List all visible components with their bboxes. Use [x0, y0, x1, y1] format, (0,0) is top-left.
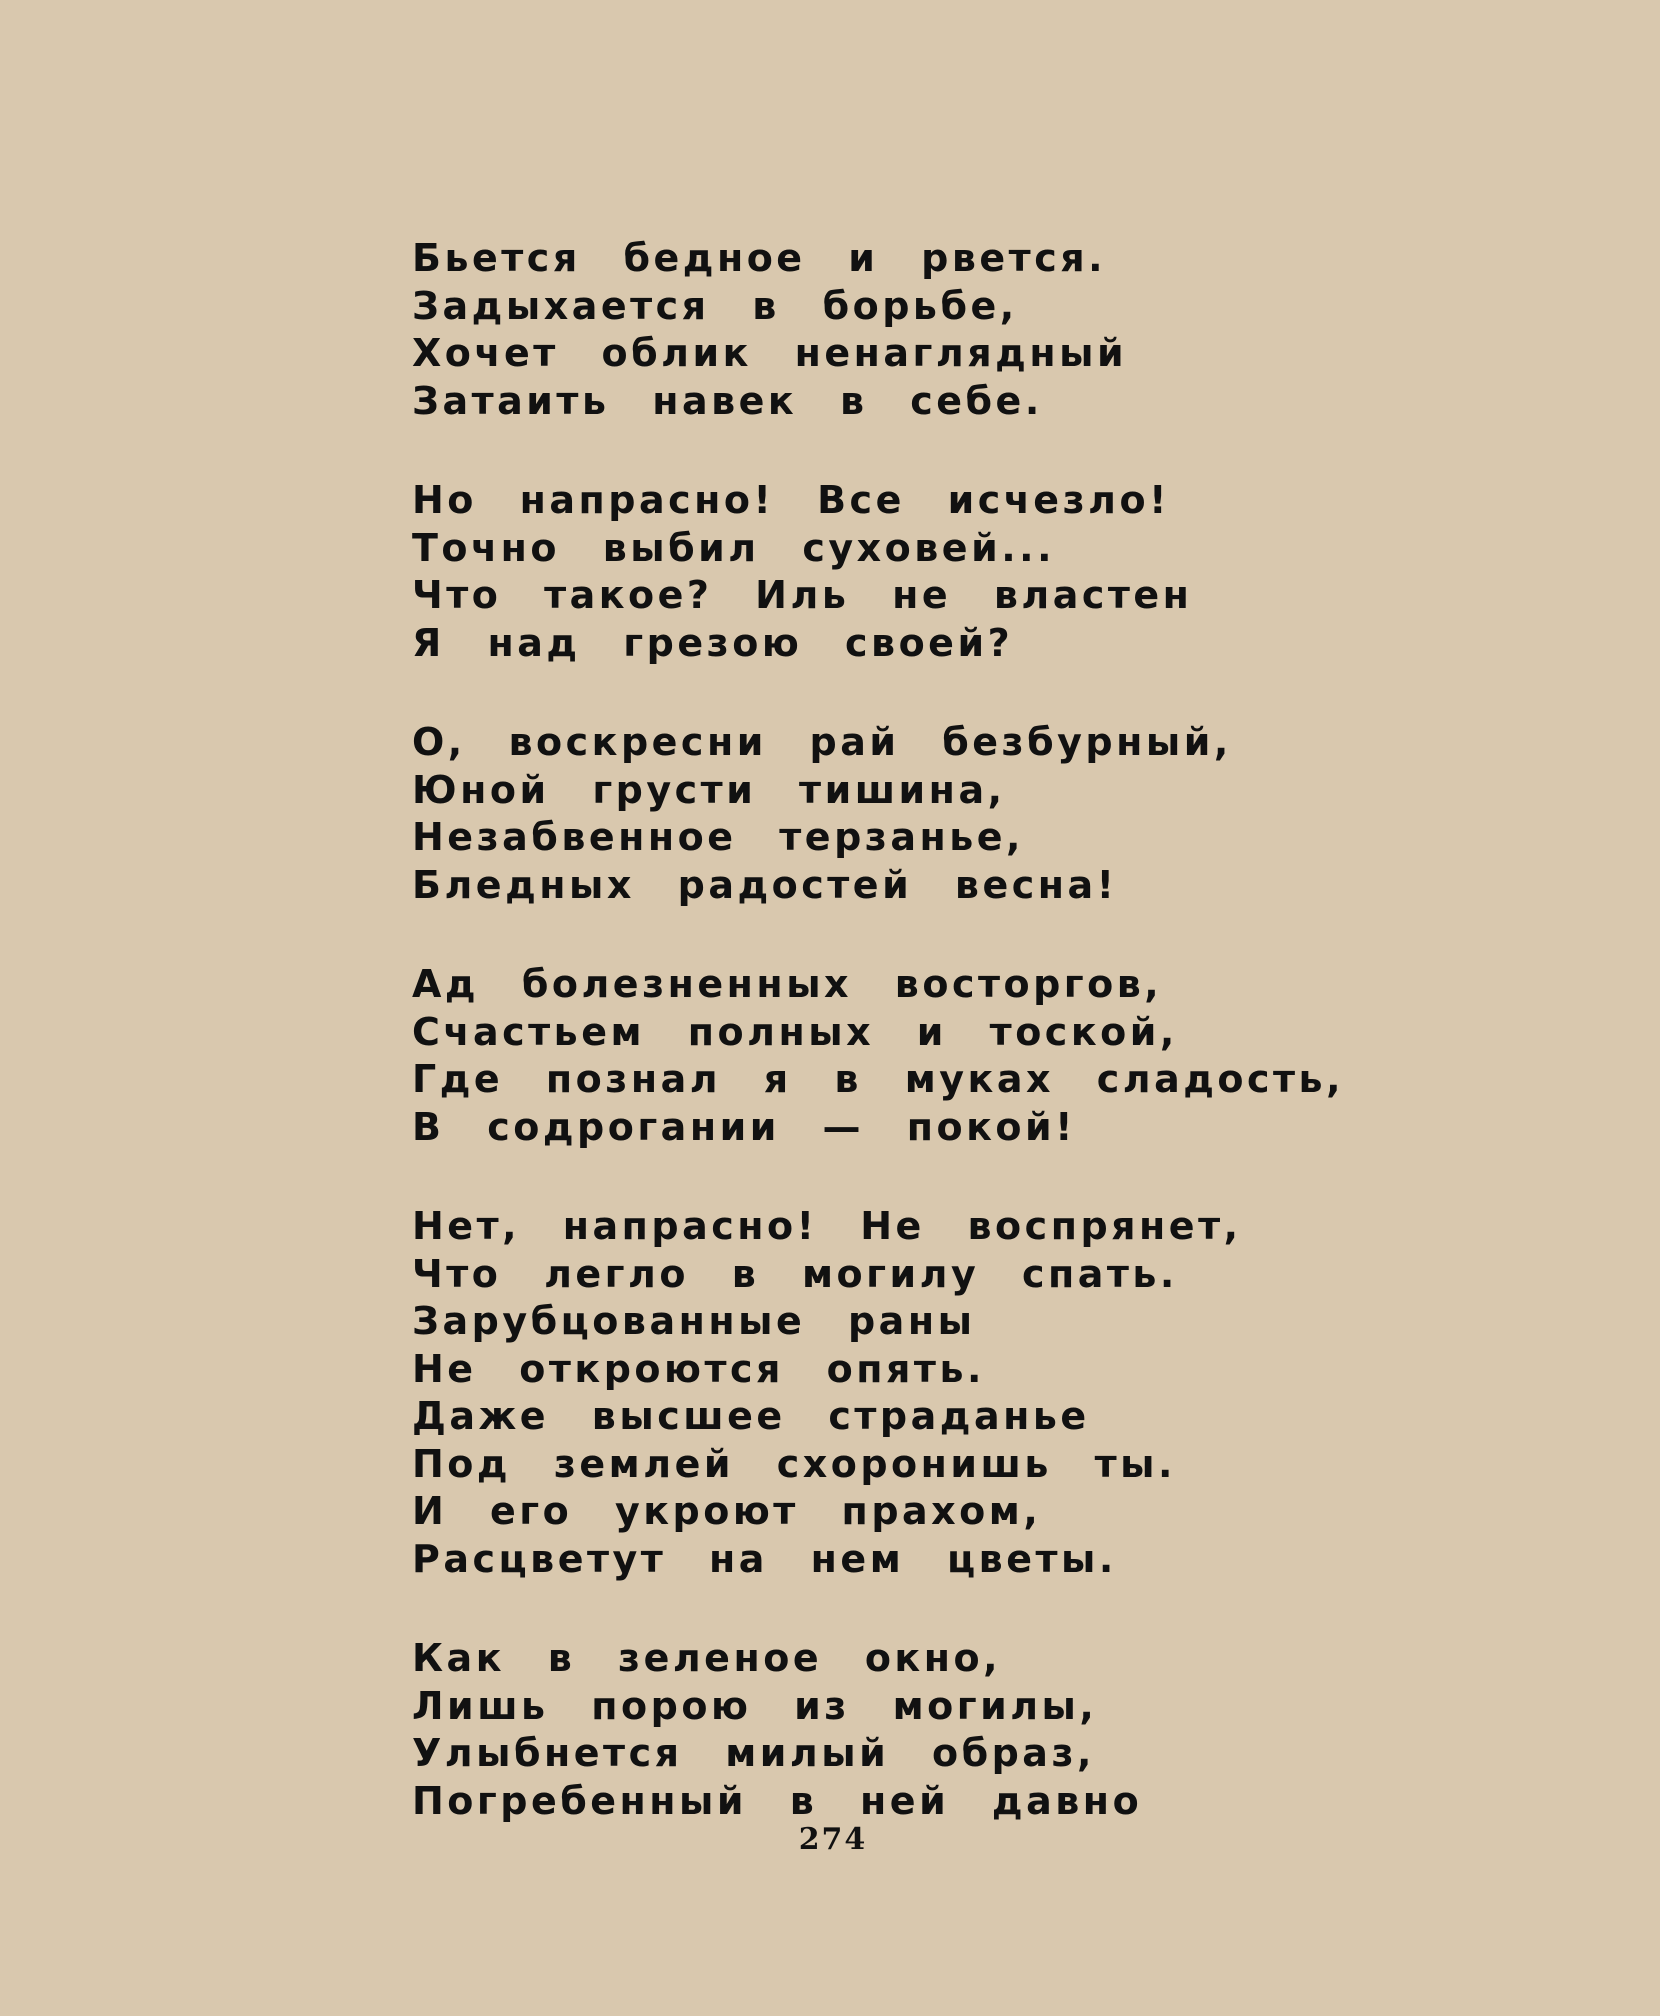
poem-line: Под землей схоронишь ты. — [412, 1441, 1176, 1486]
poem-line: Улыбнется милый образ, — [412, 1731, 1095, 1775]
stanza-2 — [412, 477, 1412, 667]
poem-line: В содрогании — покой! — [412, 1104, 1076, 1149]
stanza-6 — [412, 1635, 1412, 1825]
poem-line: Не откроются опять. — [412, 1346, 985, 1391]
poem-line: Точно выбил суховей... — [412, 525, 1056, 570]
page-number: 274 — [798, 1822, 868, 1857]
poem-line: Юной грусти тишина, — [412, 767, 1006, 812]
poem-line: Зарубцованные раны — [412, 1299, 976, 1343]
poem-line: Бьется бедное и рвется. — [412, 236, 1107, 280]
stanza-4 — [412, 961, 1412, 1151]
poem-line: Хочет облик ненаглядный — [412, 331, 1128, 375]
poem-line: Даже высшее страданье — [412, 1394, 1090, 1438]
poem-line: Нет, напрасно! Не воспрянет, — [412, 1204, 1242, 1248]
poem-line: И его укроют прахом, — [412, 1489, 1042, 1533]
poem-line: Как в зеленое окно, — [412, 1636, 1002, 1680]
stanza-5 — [412, 1203, 1412, 1583]
poem-line: Погребенный в ней давно — [412, 1778, 1143, 1823]
poem-line: Счастьем полных и тоской, — [412, 1009, 1178, 1054]
stanza-1 — [412, 235, 1412, 425]
poem — [412, 235, 1412, 1877]
poem-line: Где познал я в муках сладость, — [412, 1057, 1345, 1101]
poem-line: О, воскресни рай безбурный, — [412, 720, 1232, 764]
poem-line: Расцветут на нем цветы. — [412, 1536, 1117, 1581]
poem-line: Лишь порою из могилы, — [412, 1683, 1098, 1728]
poem-line: Бледных радостей весна! — [412, 862, 1118, 907]
poem-line: Что такое? Иль не властен — [412, 573, 1193, 617]
poem-line: Что легло в могилу спать. — [412, 1251, 1178, 1296]
poem-line: Затаить навек в себе. — [412, 378, 1043, 423]
poem-line: Но напрасно! Все исчезло! — [412, 478, 1170, 522]
poem-line: Ад болезненных восторгов, — [412, 962, 1163, 1006]
stanza-3 — [412, 719, 1412, 909]
poem-line: Незабвенное терзанье, — [412, 815, 1024, 859]
poem-line: Я над грезою своей? — [412, 620, 1014, 665]
poem-line: Задыхается в борьбе, — [412, 283, 1018, 328]
